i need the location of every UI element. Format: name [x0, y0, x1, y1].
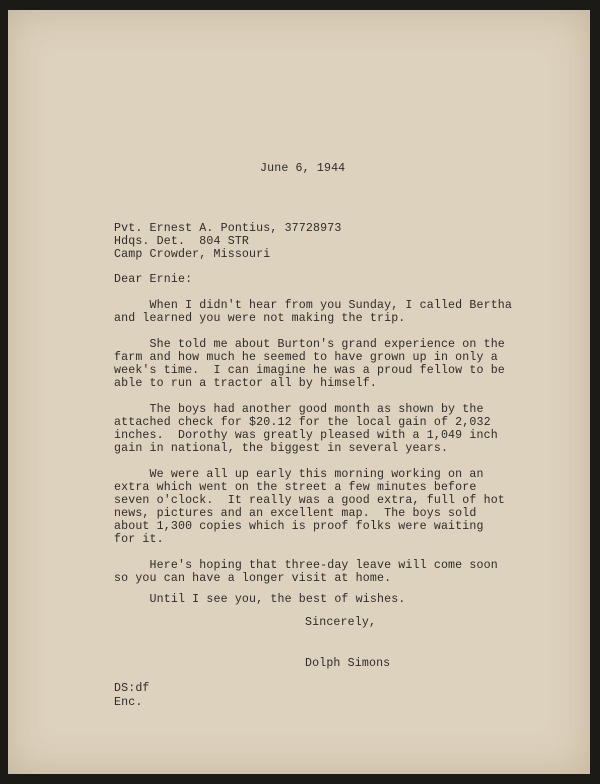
- salutation: Dear Ernie:: [114, 273, 193, 286]
- body-line: When I didn't hear from you Sunday, I called Bertha: [114, 299, 513, 312]
- closing: Sincerely,: [305, 616, 377, 629]
- signature-name: Dolph Simons: [305, 657, 391, 670]
- typist-initials: DS:df: [114, 682, 150, 695]
- body-line: extra which went on the street a few minutes before: [114, 481, 477, 494]
- enclosure-note: Enc.: [114, 696, 143, 709]
- body-line: seven o'clock. It really was a good extra, full of hot: [114, 494, 505, 507]
- body-line: Here's hoping that three-day leave will come soon: [114, 559, 498, 572]
- body-line: The boys had another good month as shown by the: [114, 403, 484, 416]
- recipient-line: Pvt. Ernest A. Pontius, 37728973: [114, 222, 342, 235]
- body-line: We were all up early this morning working on an: [114, 468, 484, 481]
- body-line: gain in national, the biggest in several years.: [114, 442, 449, 455]
- body-line: week's time. I can imagine he was a proud fellow to be: [114, 364, 505, 377]
- body-line: for it.: [114, 533, 164, 546]
- body-line: attached check for $20.12 for the local gain of 2,032: [114, 416, 491, 429]
- body-line: inches. Dorothy was greatly pleased with a 1,049 inch: [114, 429, 498, 442]
- body-line: farm and how much he seemed to have grown up in only a: [114, 351, 498, 364]
- body-line: so you can have a longer visit at home.: [114, 572, 392, 585]
- letter-page: [8, 10, 590, 774]
- body-line: about 1,300 copies which is proof folks were waiting: [114, 520, 484, 533]
- body-line: She told me about Burton's grand experience on the: [114, 338, 505, 351]
- body-line: and learned you were not making the trip.: [114, 312, 406, 325]
- body-line: news, pictures and an excellent map. The boys sold: [114, 507, 477, 520]
- recipient-line: Camp Crowder, Missouri: [114, 248, 271, 261]
- body-line: able to run a tractor all by himself.: [114, 377, 377, 390]
- body-line: Until I see you, the best of wishes.: [114, 593, 406, 606]
- letter-date: June 6, 1944: [260, 162, 346, 175]
- recipient-line: Hdqs. Det. 804 STR: [114, 235, 250, 248]
